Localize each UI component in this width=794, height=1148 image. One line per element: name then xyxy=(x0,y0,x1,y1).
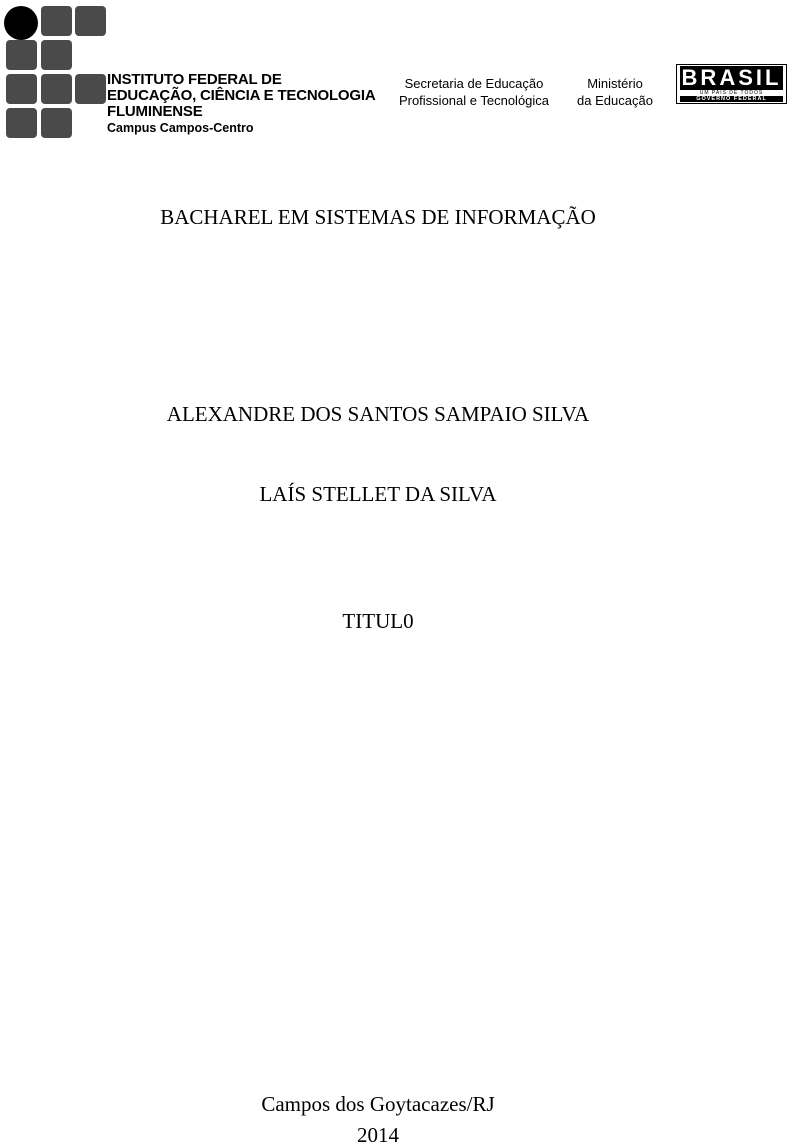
author-name: LAÍS STELLET DA SILVA xyxy=(259,482,497,506)
logo-square xyxy=(75,74,106,104)
logo-square xyxy=(75,6,106,36)
institute-line-3: FLUMINENSE xyxy=(107,103,203,120)
secretaria-line-2: Profissional e Tecnológica xyxy=(398,93,550,108)
logo-circle xyxy=(4,6,38,40)
logo-square xyxy=(41,108,72,138)
brasil-logo-government: GOVERNO FEDERAL xyxy=(680,96,783,102)
logo-square xyxy=(41,6,72,36)
brasil-logo-word: BRASIL xyxy=(681,65,782,90)
ministerio-line-1: Ministério xyxy=(587,76,643,91)
institute-logo xyxy=(4,6,106,140)
logo-square xyxy=(41,40,72,70)
course-name: BACHAREL EM SISTEMAS DE INFORMAÇÃO xyxy=(160,205,596,229)
year: 2014 xyxy=(357,1123,399,1147)
secretaria-line-1: Secretaria de Educação xyxy=(404,76,544,91)
logo-square xyxy=(6,40,37,70)
document-title: TITUL0 xyxy=(342,609,414,633)
logo-square xyxy=(6,108,37,138)
brasil-logo-tagline: UM PAÍS DE TODOS xyxy=(699,90,764,96)
institute-line-2: EDUCAÇÃO, CIÊNCIA E TECNOLOGIA xyxy=(107,87,376,104)
secretaria-label xyxy=(389,75,559,109)
campus-name: Campus Campos-Centro xyxy=(107,121,254,135)
brasil-logo xyxy=(676,64,787,104)
institute-line-1: INSTITUTO FEDERAL DE xyxy=(107,71,282,88)
logo-square xyxy=(6,74,37,104)
logo-square xyxy=(41,74,72,104)
city: Campos dos Goytacazes/RJ xyxy=(261,1092,495,1116)
institute-name xyxy=(107,72,375,136)
ministerio-label xyxy=(572,75,658,109)
ministerio-line-2: da Educação xyxy=(577,93,653,108)
author-name: ALEXANDRE DOS SANTOS SAMPAIO SILVA xyxy=(166,402,590,426)
